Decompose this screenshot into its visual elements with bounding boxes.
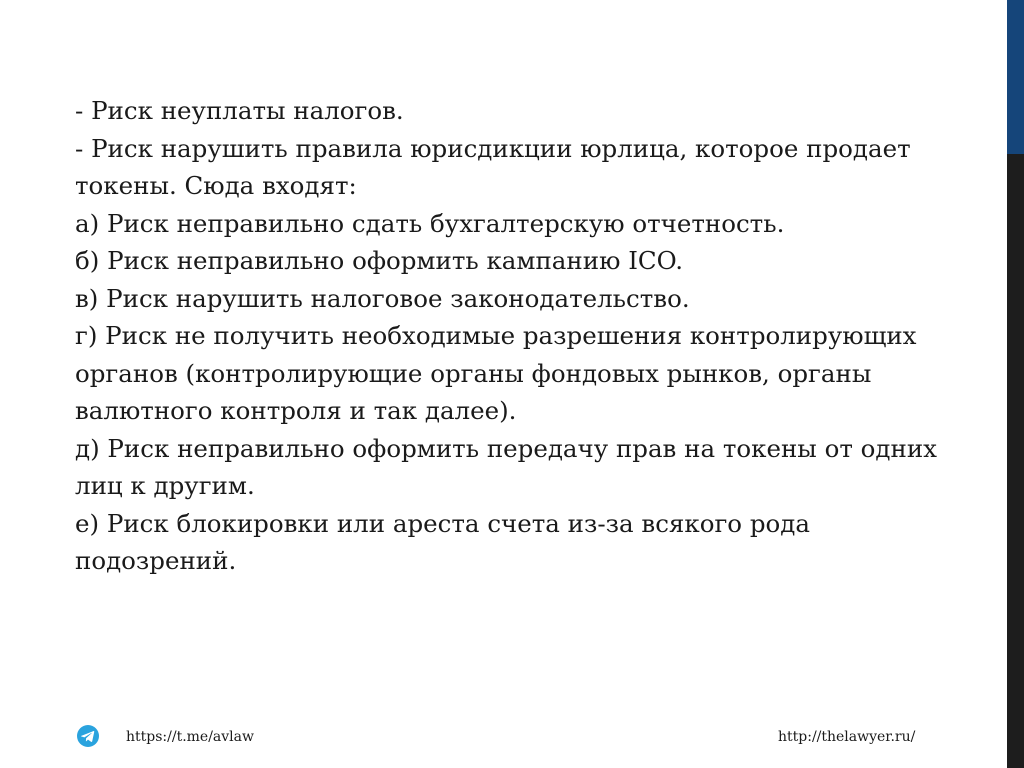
text-line: подозрений. xyxy=(75,546,237,575)
text-line: г) Риск не получить необходимые разрешения контролирующих xyxy=(75,321,917,350)
text-line: валютного контроля и так далее). xyxy=(75,396,517,425)
side-bar-accent xyxy=(1007,0,1024,154)
text-line: е) Риск блокировки или ареста счета из-за всякого рода xyxy=(75,508,810,538)
text-line: в) Риск нарушить налоговое законодательство. xyxy=(75,283,690,313)
text-line: - Риск неуплаты налогов. xyxy=(75,96,404,125)
website-link[interactable]: http://thelawyer.ru/ xyxy=(778,729,916,745)
telegram-icon[interactable] xyxy=(77,725,99,747)
text-line: д) Риск неправильно оформить передачу прав на токены от одних xyxy=(75,433,937,463)
slide-body-text xyxy=(75,92,955,580)
text-line: б) Риск неправильно оформить кампанию ICO. xyxy=(75,246,684,275)
text-line: а) Риск неправильно сдать бухгалтерскую отчетность. xyxy=(75,208,785,238)
text-line: токены. Сюда входят: xyxy=(75,171,357,200)
text-line: органов (контролирующие органы фондовых рынков, органы xyxy=(75,358,872,388)
text-line: - Риск нарушить правила юрисдикции юрлица, которое продает xyxy=(75,133,911,163)
text-line: лиц к другим. xyxy=(75,471,255,500)
telegram-link[interactable]: https://t.me/avlaw xyxy=(126,729,254,745)
